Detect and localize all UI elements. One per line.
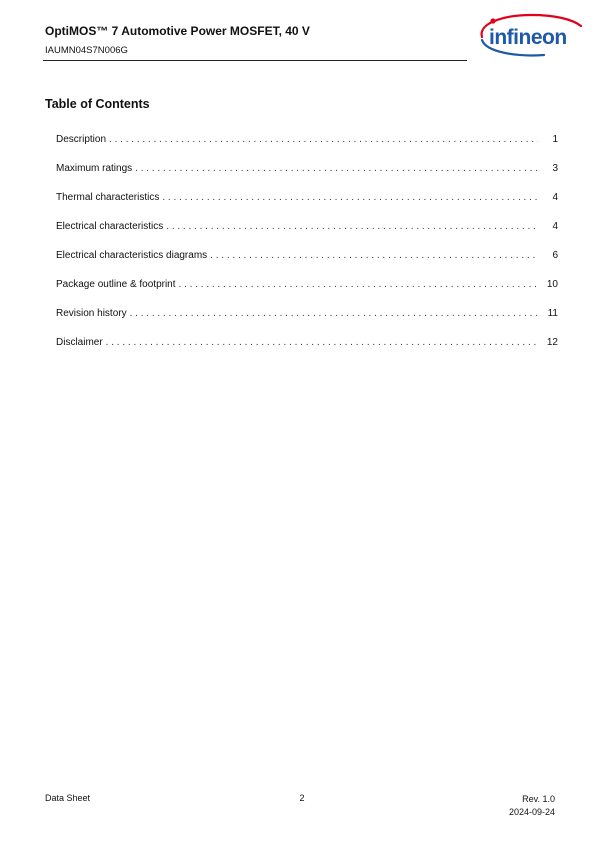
toc-entry-title[interactable]: Maximum ratings	[56, 163, 133, 174]
toc-leader-dots	[135, 163, 538, 174]
toc-entry-title[interactable]: Thermal characteristics	[56, 192, 160, 203]
toc-leader-dots	[166, 221, 538, 232]
toc-entry-title[interactable]: Electrical characteristics	[56, 221, 164, 232]
logo-dot	[490, 18, 495, 23]
toc-entry-page[interactable]: 12	[546, 337, 558, 348]
header-title: OptiMOS™ 7 Automotive Power MOSFET, 40 V	[45, 24, 310, 38]
toc-entry-page[interactable]: 1	[552, 134, 558, 145]
footer-document-type: Data Sheet	[45, 793, 91, 803]
footer-page-number: 2	[299, 793, 305, 803]
toc-leader-dots	[130, 308, 538, 319]
footer-revision: Rev. 1.0	[522, 794, 555, 804]
toc-entry-disclaimer[interactable]	[56, 337, 558, 366]
header-rule	[43, 60, 467, 61]
toc-heading: Table of Contents	[45, 97, 150, 111]
toc-entry-title[interactable]: Package outline & footprint	[56, 279, 176, 290]
toc-entry-title[interactable]: Electrical characteristics diagrams	[56, 250, 208, 261]
toc-entry-page[interactable]: 10	[546, 279, 558, 290]
toc-list	[56, 134, 558, 366]
toc-leader-dots	[109, 134, 538, 145]
toc-entry-package-outline[interactable]	[56, 279, 558, 308]
toc-entry-electrical-characteristics-diagrams[interactable]	[56, 250, 558, 279]
toc-entry-page[interactable]: 4	[552, 192, 558, 203]
toc-entry-page[interactable]: 11	[547, 308, 558, 319]
toc-entry-title[interactable]: Revision history	[56, 308, 127, 319]
toc-entry-maximum-ratings[interactable]	[56, 163, 558, 192]
toc-leader-dots	[210, 250, 538, 261]
footer-date: 2024-09-24	[508, 807, 555, 817]
toc-entry-page[interactable]: 4	[552, 221, 558, 232]
toc-entry-description[interactable]	[56, 134, 558, 163]
toc-entry-thermal-characteristics[interactable]	[56, 192, 558, 221]
toc-leader-dots	[162, 192, 538, 203]
toc-entry-revision-history[interactable]	[56, 308, 558, 337]
logo-wordmark: infineon	[489, 26, 567, 49]
toc-entry-title[interactable]: Description	[56, 134, 107, 145]
toc-entry-page[interactable]: 3	[552, 163, 558, 174]
toc-entry-page[interactable]: 6	[552, 250, 558, 261]
toc-entry-electrical-characteristics[interactable]	[56, 221, 558, 250]
header-subtitle: IAUMN04S7N006G	[45, 45, 128, 56]
toc-entry-title[interactable]: Disclaimer	[56, 337, 103, 348]
toc-leader-dots	[179, 279, 538, 290]
toc-leader-dots	[106, 337, 538, 348]
infineon-logo	[476, 10, 586, 60]
footer-revision-block	[509, 793, 555, 819]
